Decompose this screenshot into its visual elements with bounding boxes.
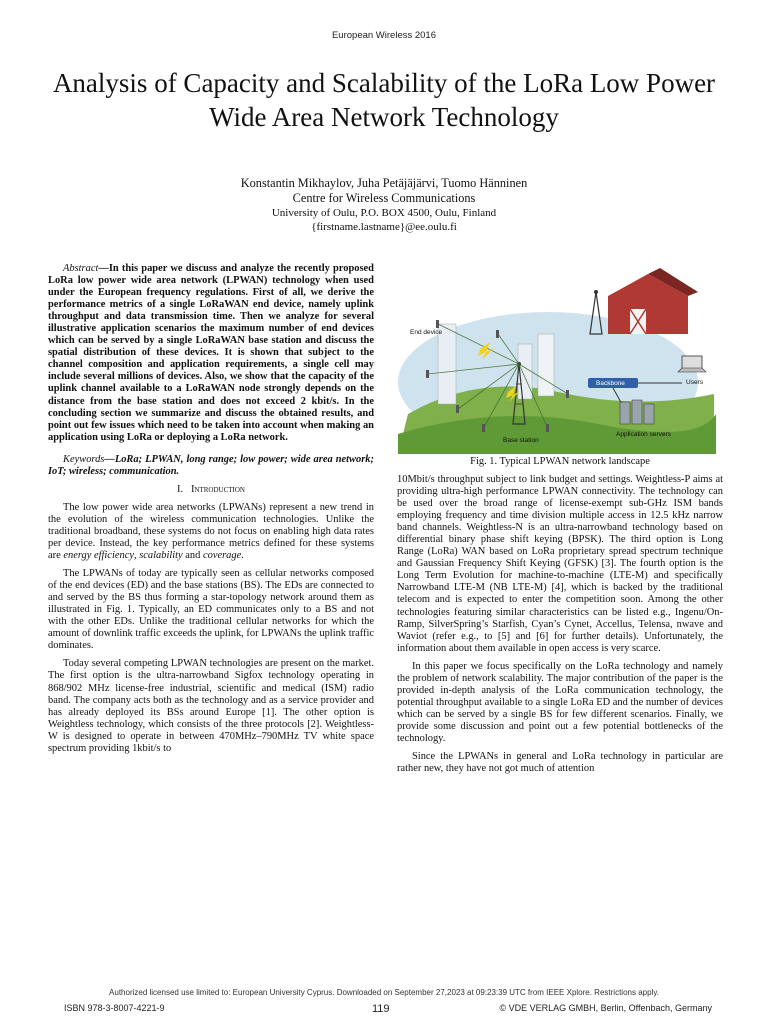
label-users: Users <box>686 379 703 386</box>
abstract-text: —In this paper we discuss and analyze the recently proposed LoRa low power wide area network (LPWAN) technology when used under the European frequency regulations. First of all, we derive the performance metrics of a single LoRaWAN end device, namely uplink throughput and data transmission time. Then we analyze for several illustrative application scenarios the maximum number of end devices which can be served by a single LoRaWAN base station and discuss the spatial distribution of these devices. It is shown that subject to the channel composition and application requirements, a single cell may include several millions of devices. Also, we show that the capacity of the uplink channel available to a LoRaWAN node strongly depends on the distance from the base station and does not exceed 2 kbit/s. In the concluding section we summarize and discuss the obtained results, and point out few issues which need to be taken into account when making an application using LoRa or deploying a LoRa network. <box>48 263 374 443</box>
intro-p1-em-scalability: scalability <box>139 550 183 562</box>
intro-p1-text: The low power wide area networks (LPWANs) represent a new trend in the evolution of the wireless communication technologies. Unlike the traditional broadband, these systems do not focus on enabling high data rates per device. Instead, the key performance metrics defined for these systems are <box>48 501 374 562</box>
section-title: Introduction <box>190 483 245 495</box>
intro-p1-em-energy: energy efficiency <box>63 550 134 562</box>
page-number: 119 <box>372 1003 390 1015</box>
conference-header: European Wireless 2016 <box>331 30 437 41</box>
label-end-device: End device <box>410 329 443 336</box>
figure-1-lpwan-landscape <box>398 264 716 454</box>
intro-p1-sep2: and <box>182 550 203 562</box>
intro-p1-sep1: , <box>133 550 140 562</box>
skyscraper-1 <box>438 324 456 404</box>
intro-p1-em-coverage: coverage <box>202 550 242 562</box>
left-column <box>48 263 374 761</box>
label-base-station: Base station <box>503 437 539 444</box>
intro-p1-end: . <box>241 550 244 562</box>
section-number: I. <box>177 483 184 495</box>
keywords <box>48 454 374 478</box>
skyscraper-3 <box>538 334 554 396</box>
intro-paragraph-2: The LPWANs of today are typically seen as cellular networks composed of the end devices (ED) and the base stations (BS). The EDs are connected to and served by the BS thus forming a star-topology network around them as illustrated in Fig. 1. Typically, an ED communicates only to a BS and not with the other EDs. Unlike the traditional cellular networks for which the amount of downlink traffic exceeds the uplink, for LPWANs the uplink traffic dominates. <box>48 568 374 652</box>
right-column <box>397 474 723 781</box>
abstract-label: Abstract <box>63 263 99 274</box>
figure-caption: Fig. 1. Typical LPWAN network landscape <box>470 456 650 467</box>
author-centre: Centre for Wireless Communications <box>292 191 476 205</box>
author-university: University of Oulu, P.O. BOX 4500, Oulu, Finland <box>271 207 497 219</box>
barn-icon <box>608 268 698 334</box>
laptop-icon <box>678 356 706 372</box>
right-paragraph-1: 10Mbit/s throughput subject to link budget and settings. Weightless-P aims at providing ultra-high performance LPWAN connectivity. The technology can be used over the broad range of license-exempt sub-GHz ISM bands employing frequency and time division multiple access in 12.5 kHz narrow band channels. Weightless-N is an ultra-narrowband technology based on differential binary phase shift keying (BPSK). The third option is Long Range (LoRa) WAN based on LoRa proprietary spread spectrum technique and Gaussian Frequency Shift Keying (GFSK) [3]. The fourth option is the Long Term Evolution for machine-to-machine (LTE-M) and specifically Narrowband LTE-M (NB LTE-M) [4], which is backed by the traditional telecom and is expected to enter the competition soon. Among the other technologies featuring similar characteristics can be listed e.g., Ingenu/On-Ramp, SilverSpring’s Starfish, Cyan’s Cynet, Accellus, Telensa, nwave and Waviot (refer e.g., to [5] and [6] for further details). Unfortunately, the information about them available in open access is very scarce. <box>397 474 723 654</box>
author-names: Konstantin Mikhaylov, Juha Petäjäjärvi, Tuomo Hänninen <box>240 176 528 190</box>
intro-paragraph-1 <box>48 502 374 562</box>
right-paragraph-3: Since the LPWANs in general and LoRa technology in particular are rather new, they have not got much of attention <box>397 751 723 775</box>
abstract <box>48 263 374 444</box>
page-footer <box>0 1003 768 1017</box>
authorized-use-notice: Authorized licensed use limited to: European University Cyprus. Downloaded on September 27,2023 at 09:23:39 UTC from IEEE Xplore. Restrictions apply. <box>109 988 659 997</box>
right-paragraph-2: In this paper we focus specifically on the LoRa technology and namely the problem of network scalability. The major contribution of the paper is the provided in-depth analysis of the LoRa communication technology, the potential throughput available to a single LoRa ED and the number of devices which can be served by a single BS for few different scenarios. Finally, we provide some discussion and point out a few potential bottlenecks of the technology. <box>397 660 723 744</box>
keywords-label: Keywords <box>63 453 105 465</box>
intro-paragraph-3: Today several competing LPWAN technologies are present on the market. The first option is the ultra-narrowband Sigfox technology operating in 868/902 MHz license-free industrial, scientific and medical (ISM) radio band. The company acts both as the technology and as a service provider and has already deployed its BSs around Europe [1]. The other option is Weightless technology, which consists of the three protocols [2]. Weightless-W is designed to operate in between 470MHz–790MHz TV white space spectrum providing 1kbit/s to <box>48 658 374 754</box>
author-email: {firstname.lastname}@ee.oulu.fi <box>311 221 457 233</box>
section-heading-introduction <box>48 484 374 496</box>
paper-title: Analysis of Capacity and Scalability of the LoRa Low Power Wide Area Network Technology <box>52 68 716 132</box>
keywords-text: —LoRa; LPWAN, long range; low power; wide area network; IoT; wireless; communication. <box>48 453 374 477</box>
label-application-servers: Application servers <box>616 431 671 438</box>
label-backbone: Backbone <box>596 380 625 387</box>
author-block <box>0 176 768 234</box>
publisher: © VDE VERLAG GMBH, Berlin, Offenbach, Germany <box>499 1003 712 1013</box>
isbn: ISBN 978-3-8007-4221-9 <box>64 1003 165 1013</box>
